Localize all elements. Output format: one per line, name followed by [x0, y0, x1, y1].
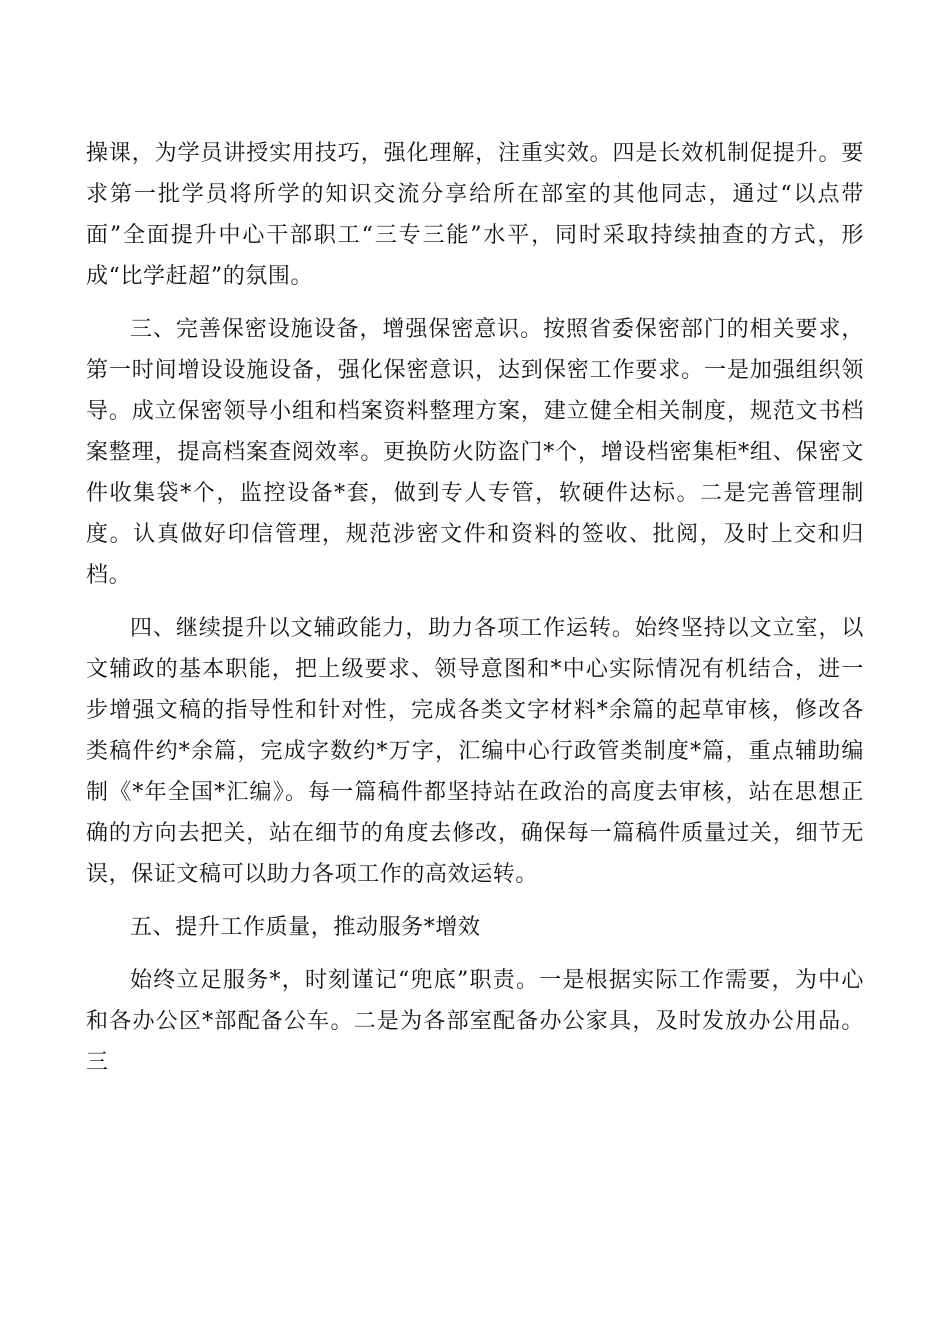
paragraph-section-4-writing: 四、继续提升以文辅政能力，助力各项工作运转。始终坚持以文立室，以文辅政的基本职能，把上级要求、领导意图和*中心实际情况有机结合，进一步增强文稿的指导性和针对性，完成各类文字材料*余篇的起草审核，修改各类稿件约*余篇，完成字数约*万字，汇编中心行政管类制度*篇，重点辅助编制《*年全国*汇编》。每一篇稿件都坚持站在政治的高度去审核，站在思想正确的方向去把关，站在细节的角度去修改，确保每一篇稿件质量过关，细节无误，保证文稿可以助力各项工作的高效运转。 [86, 616, 864, 887]
paragraph-section-5-body: 始终立足服务*，时刻谨记“兜底”职责。一是根据实际工作需要，为中心和各办公区*部配备公车。二是为各部室配备办公家具，及时发放办公用品。三 [86, 968, 864, 1075]
paragraph-section-5-heading: 五、提升工作质量，推动服务*增效 [130, 915, 481, 940]
paragraph-training-continued: 操课，为学员讲授实用技巧，强化理解，注重实效。四是长效机制促提升。要求第一批学员将所学的知识交流分享给所在部室的其他同志，通过“以点带面”全面提升中心干部职工“三专三能”水平，同时采取持续抽查的方式，形成“比学赶超”的氛围。 [86, 141, 864, 289]
document-page [86, 133, 864, 1083]
paragraph-section-3-confidentiality: 三、完善保密设施设备，增强保密意识。按照省委保密部门的相关要求，第一时间增设设施设备，强化保密意识，达到保密工作要求。一是加强组织领导。成立保密领导小组和档案资料整理方案，建立健全相关制度，规范文书档案整理，提高档案查阅效率。更换防火防盗门*个，增设档密集柜*组、保密文件收集袋*个，监控设备*套，做到专人专管，软硬件达标。二是完善管理制度。认真做好印信管理，规范涉密文件和资料的签收、批阅，及时上交和归档。 [86, 317, 864, 588]
